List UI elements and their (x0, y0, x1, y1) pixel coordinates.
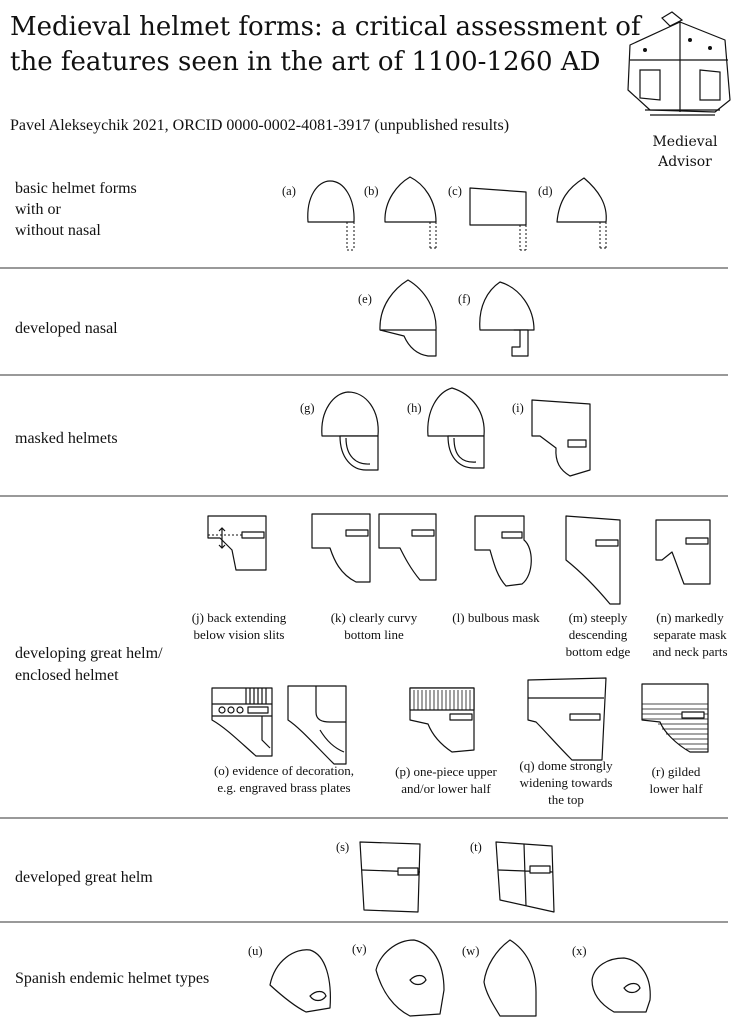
helmet-d (538, 178, 606, 248)
helmet-s (336, 840, 420, 912)
helmet-a (282, 181, 354, 250)
caption-n-line-2: separate mask (653, 627, 727, 642)
category-masked-helmets: masked helmets (15, 430, 118, 447)
helmet-m (566, 516, 620, 604)
category-basic-line-1: basic helmet forms (15, 180, 137, 197)
great-helm-logo-icon (628, 12, 730, 115)
svg-text:(c): (c) (448, 184, 462, 198)
helmet-j (208, 516, 266, 570)
helmet-p (410, 688, 474, 752)
logo-text-line-1: Medieval (652, 134, 718, 150)
caption-q-line-2: widening towards (519, 775, 613, 790)
svg-text:(t): (t) (470, 840, 482, 854)
svg-text:(e): (e) (358, 292, 372, 306)
helmet-f (458, 282, 534, 356)
helmet-b (364, 177, 436, 248)
caption-l-line-1: (l) bulbous mask (452, 610, 540, 625)
helmet-l (475, 516, 531, 586)
caption-m-line-1: (m) steeply (568, 610, 628, 625)
svg-text:(f): (f) (458, 292, 471, 306)
svg-text:(u): (u) (248, 944, 263, 958)
helmet-e (358, 280, 436, 356)
logo-text-line-2: Advisor (658, 154, 712, 170)
helmet-c (448, 184, 526, 250)
svg-text:(v): (v) (352, 942, 367, 956)
caption-q-line-1: (q) dome strongly (519, 758, 613, 773)
helmet-n (656, 520, 710, 584)
caption-o-line-1: (o) evidence of decoration, (213, 763, 355, 778)
category-developed-nasal: developed nasal (15, 320, 118, 337)
caption-m-line-2: descending (568, 627, 628, 642)
caption-p-line-2: and/or lower half (401, 781, 491, 796)
helmet-g (300, 392, 378, 470)
category-developing-line-2: enclosed helmet (15, 667, 119, 684)
helmet-o-1 (212, 688, 272, 756)
svg-text:(d): (d) (538, 184, 553, 198)
helmet-h (407, 388, 484, 468)
helmet-k-1 (312, 514, 370, 582)
byline: Pavel Alekseychik 2021, ORCID 0000-0002-4081-3917 (unpublished results) (10, 117, 510, 134)
caption-q-line-3: the top (548, 792, 584, 807)
svg-text:(x): (x) (572, 944, 587, 958)
caption-j-line-1: (j) back extending (191, 610, 287, 625)
svg-text:(s): (s) (336, 840, 350, 854)
title-line-2: the features seen in the art of 1100-1260 AD (10, 47, 601, 77)
helmet-o-2 (288, 686, 346, 764)
svg-text:(w): (w) (462, 944, 480, 958)
helmet-r (642, 684, 708, 752)
caption-n-line-3: and neck parts (652, 644, 728, 659)
category-developing-line-1: developing great helm/ (15, 645, 163, 662)
helmet-q (528, 678, 606, 760)
helmet-i (512, 400, 590, 476)
caption-r-line-2: lower half (649, 781, 703, 796)
caption-r-line-1: (r) gilded (651, 764, 701, 779)
svg-text:(a): (a) (282, 184, 296, 198)
caption-p-line-1: (p) one-piece upper (395, 764, 497, 779)
title-line-1: Medieval helmet forms: a critical assessment of (10, 12, 641, 42)
svg-text:(i): (i) (512, 401, 524, 415)
medieval-advisor-logo (628, 12, 730, 170)
category-spanish-endemic: Spanish endemic helmet types (15, 970, 210, 987)
helmet-u (248, 944, 330, 1012)
helmet-v (352, 940, 444, 1016)
helmet-k-2 (379, 514, 436, 580)
category-basic-line-2: with or (15, 201, 61, 218)
helmet-w (462, 940, 536, 1016)
caption-n-line-1: (n) markedly (656, 610, 724, 625)
svg-text:(b): (b) (364, 184, 379, 198)
svg-text:(h): (h) (407, 401, 422, 415)
caption-m-line-3: bottom edge (565, 644, 631, 659)
svg-text:(g): (g) (300, 401, 315, 415)
caption-k-line-1: (k) clearly curvy (330, 610, 418, 625)
category-developed-great-helm: developed great helm (15, 869, 153, 886)
category-basic-line-3: without nasal (15, 222, 101, 239)
helmet-x (572, 944, 650, 1012)
caption-k-line-2: bottom line (344, 627, 404, 642)
caption-j-line-2: below vision slits (193, 627, 285, 642)
helmet-t (470, 840, 554, 912)
caption-o-line-2: e.g. engraved brass plates (217, 780, 351, 795)
